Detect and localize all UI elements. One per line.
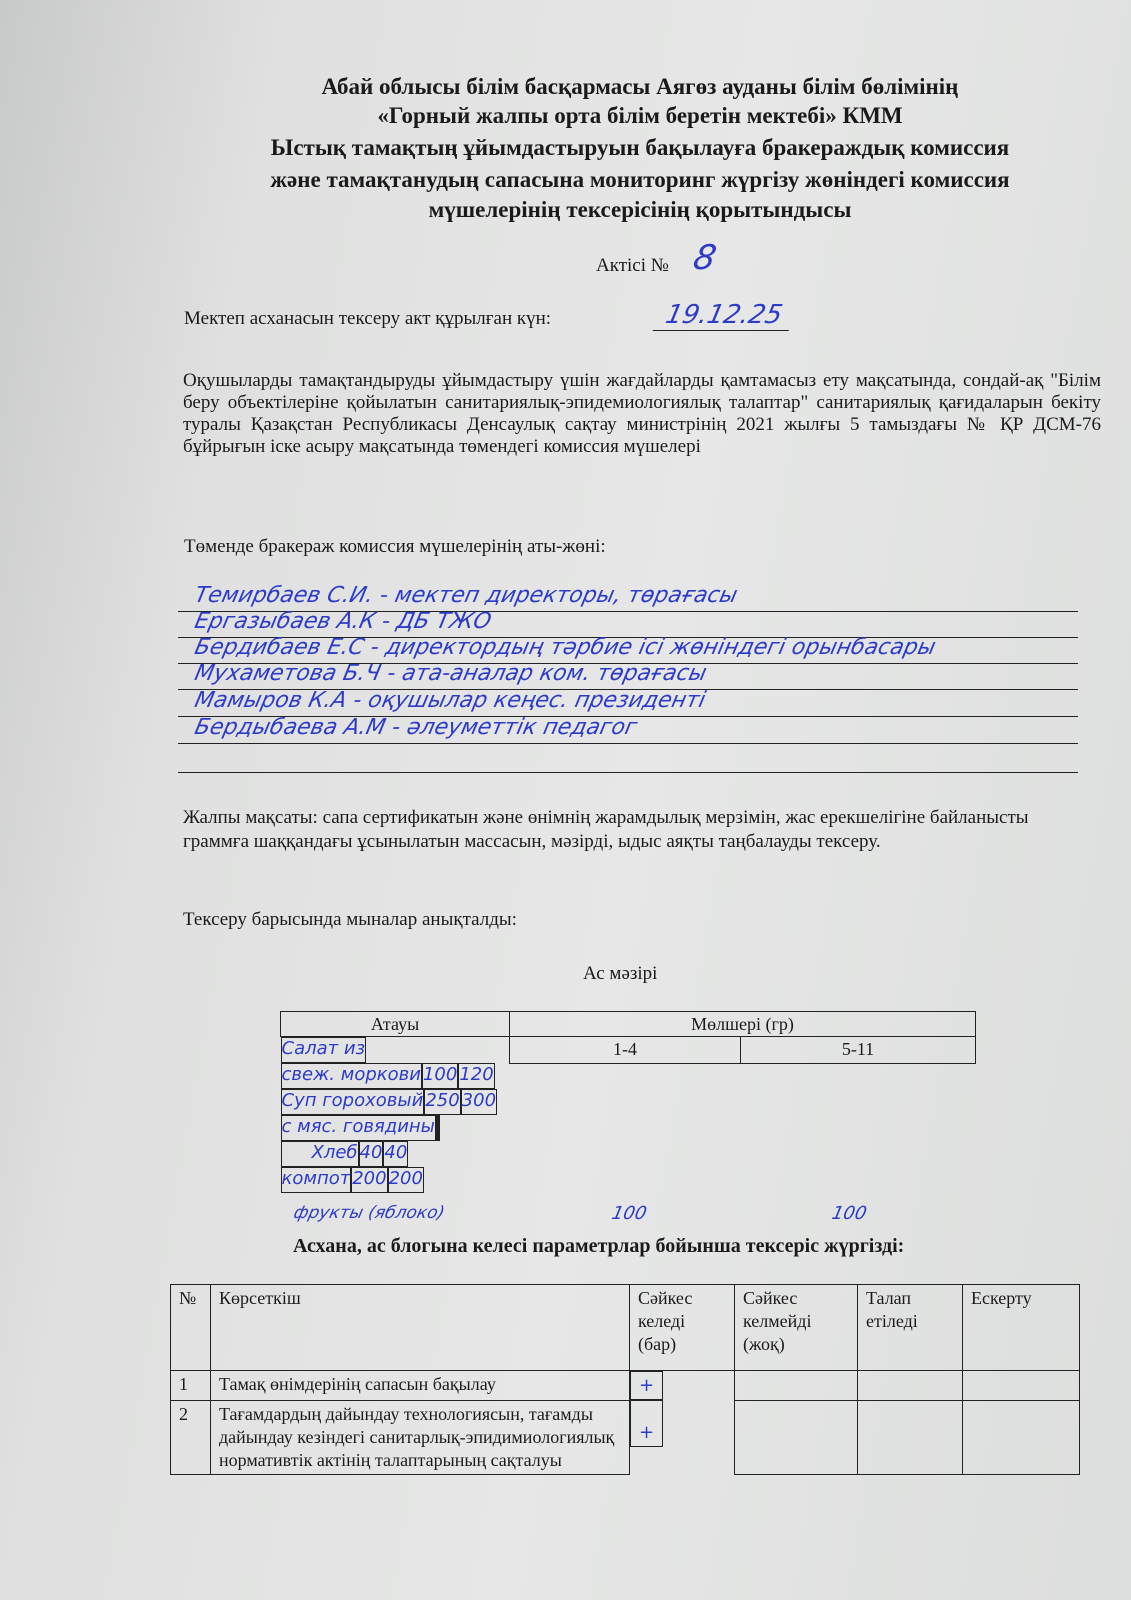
- check-row-number: 1: [171, 1371, 211, 1401]
- menu-item-name: Салат из: [281, 1037, 367, 1063]
- table-row: [171, 1400, 1080, 1474]
- check-row-notok: [735, 1400, 858, 1474]
- check-header-note: Ескерту: [963, 1285, 1080, 1371]
- menu-item-5-11: 120: [458, 1063, 494, 1089]
- header-line-4: және тамақтанудың сапасына мониторинг жүргізу жөніндегі комиссия: [270, 167, 1010, 192]
- found-label: Тексеру барысында мыналар анықталды:: [183, 909, 517, 930]
- check-header-ok: Сәйкес келеді (бар): [630, 1285, 735, 1371]
- menu-item-name: компот: [281, 1167, 352, 1193]
- member-line: [178, 743, 1078, 744]
- check-header-notok: Сәйкес келмейді (жоқ): [735, 1285, 858, 1371]
- goal-paragraph: Жалпы мақсаты: сапа сертификатын және өнімнің жарамдылық мерзімін, жас ерекшелігіне байланысты граммға шаққандағы ұсынылатын массасын, мәзірді, ыдыс аяқты таңбалауды тексеру.: [183, 807, 1029, 852]
- menu-item-1-4: 250: [424, 1089, 460, 1115]
- menu-item-5-11: 200: [388, 1167, 424, 1193]
- menu-item-5-11: 300: [461, 1089, 497, 1115]
- member-4: Мухаметова Б.Ч - ата-аналар ком. төрағасы: [192, 661, 709, 686]
- menu-item-name: Суп гороховый: [281, 1089, 425, 1115]
- table-row: [281, 1063, 976, 1089]
- table-row: [171, 1371, 1080, 1401]
- check-table: [170, 1284, 1080, 1475]
- menu-extra-name: фрукты (яблоко): [291, 1203, 447, 1223]
- check-row-required: [858, 1371, 963, 1401]
- menu-item-1-4: 200: [351, 1167, 387, 1193]
- menu-item-1-4: 40: [359, 1141, 384, 1167]
- header-line-5: мүшелерінің тексерісінің қорытындысы: [428, 197, 852, 222]
- menu-header-amount: Мөлшері (гр): [510, 1012, 976, 1037]
- check-row-indicator: Тамақ өнімдерінің сапасын бақылау: [211, 1371, 630, 1401]
- menu-header-name: Атауы: [281, 1012, 510, 1037]
- intro-paragraph: Оқушыларды тамақтандыруды ұйымдастыру үшін жағдайларды қамтамасыз ету мақсатында, сондай-ақ "Білім беру объектілеріне қойылатын санитариялық-эпидемиологиялық талаптар" санитариялық қағидаларын бекіту туралы Қазақстан Республикасы Денсаулық сақтау министрінің 2021 жылғы 5 тамыздағы № ҚР ДСМ-76 бұйрығын іске асыру мақсатында төмендегі комиссия мүшелері: [183, 370, 1101, 457]
- menu-item-5-11: [438, 1115, 440, 1141]
- check-row-number: 2: [171, 1400, 211, 1474]
- table-row: [281, 1037, 976, 1064]
- check-row-ok: +: [630, 1400, 663, 1447]
- check-header-required: Талап етіледі: [858, 1285, 963, 1371]
- members-label: Төменде бракераж комиссия мүшелерінің аты-жөні:: [184, 536, 606, 557]
- menu-extra-5-11: 100: [829, 1203, 869, 1224]
- date-value: 19.12.25: [653, 300, 795, 331]
- member-6: Бердыбаева А.М - әлеуметтік педагог: [192, 715, 640, 740]
- member-1: Темирбаев С.И. - мектеп директоры, төрағасы: [192, 583, 740, 608]
- table-row: [281, 1115, 976, 1141]
- member-line: [178, 772, 1078, 773]
- check-row-ok: +: [630, 1371, 663, 1400]
- menu-item-5-11: 40: [383, 1141, 408, 1167]
- menu-item-name: Хлеб: [281, 1141, 359, 1167]
- menu-item-name: свеж. моркови: [281, 1063, 422, 1089]
- menu-item-name: с мяс. говядины: [281, 1115, 436, 1141]
- menu-item-1-4: 100: [422, 1063, 458, 1089]
- date-label: Мектеп асханасын тексеру акт құрылған күн:: [184, 308, 552, 329]
- check-header-indicator: Көрсеткіш: [211, 1285, 630, 1371]
- header-line-1: Абай облысы білім басқармасы Аягөз ауданы білім бөлімінің: [321, 74, 959, 99]
- menu-header-1-4: 1-4: [510, 1037, 741, 1064]
- member-3: Бердибаев Е.С - директордың тәрбие ісі жөніндегі орынбасары: [192, 635, 938, 660]
- menu-table: [280, 1011, 976, 1193]
- menu-header-5-11: 5-11: [741, 1037, 976, 1064]
- check-header-number: №: [171, 1285, 211, 1371]
- member-5: Мамыров К.А - оқушылар кеңес. президенті: [192, 688, 708, 713]
- table-row: [281, 1141, 976, 1167]
- check-intro: Асхана, ас блогына келесі параметрлар бойынша тексеріс жүргізді:: [293, 1235, 905, 1257]
- check-row-notok: [735, 1371, 858, 1401]
- table-row: [281, 1089, 976, 1115]
- table-row: [281, 1167, 976, 1193]
- check-row-indicator: Тағамдардың дайындау технологиясын, тағамды дайындау кезіндегі санитарлық-эпидимиологиялық нормативтік актінің талаптарының сақталуы: [211, 1400, 630, 1474]
- header-line-2: «Горный жалпы орта білім беретін мектебі» КММ: [377, 103, 903, 128]
- member-2: Ергазыбаев А.К - ДБ ТЖО: [192, 609, 494, 634]
- menu-title: Ас мәзірі: [583, 963, 658, 984]
- header-line-3: Ыстық тамақтың ұйымдастыруын бақылауға бракераждық комиссия: [270, 135, 1010, 160]
- check-row-required: [858, 1400, 963, 1474]
- menu-extra-1-4: 100: [609, 1203, 649, 1224]
- check-row-note: [963, 1371, 1080, 1401]
- act-number: 8: [689, 238, 720, 278]
- act-label: Актісі №: [596, 255, 669, 276]
- check-row-note: [963, 1400, 1080, 1474]
